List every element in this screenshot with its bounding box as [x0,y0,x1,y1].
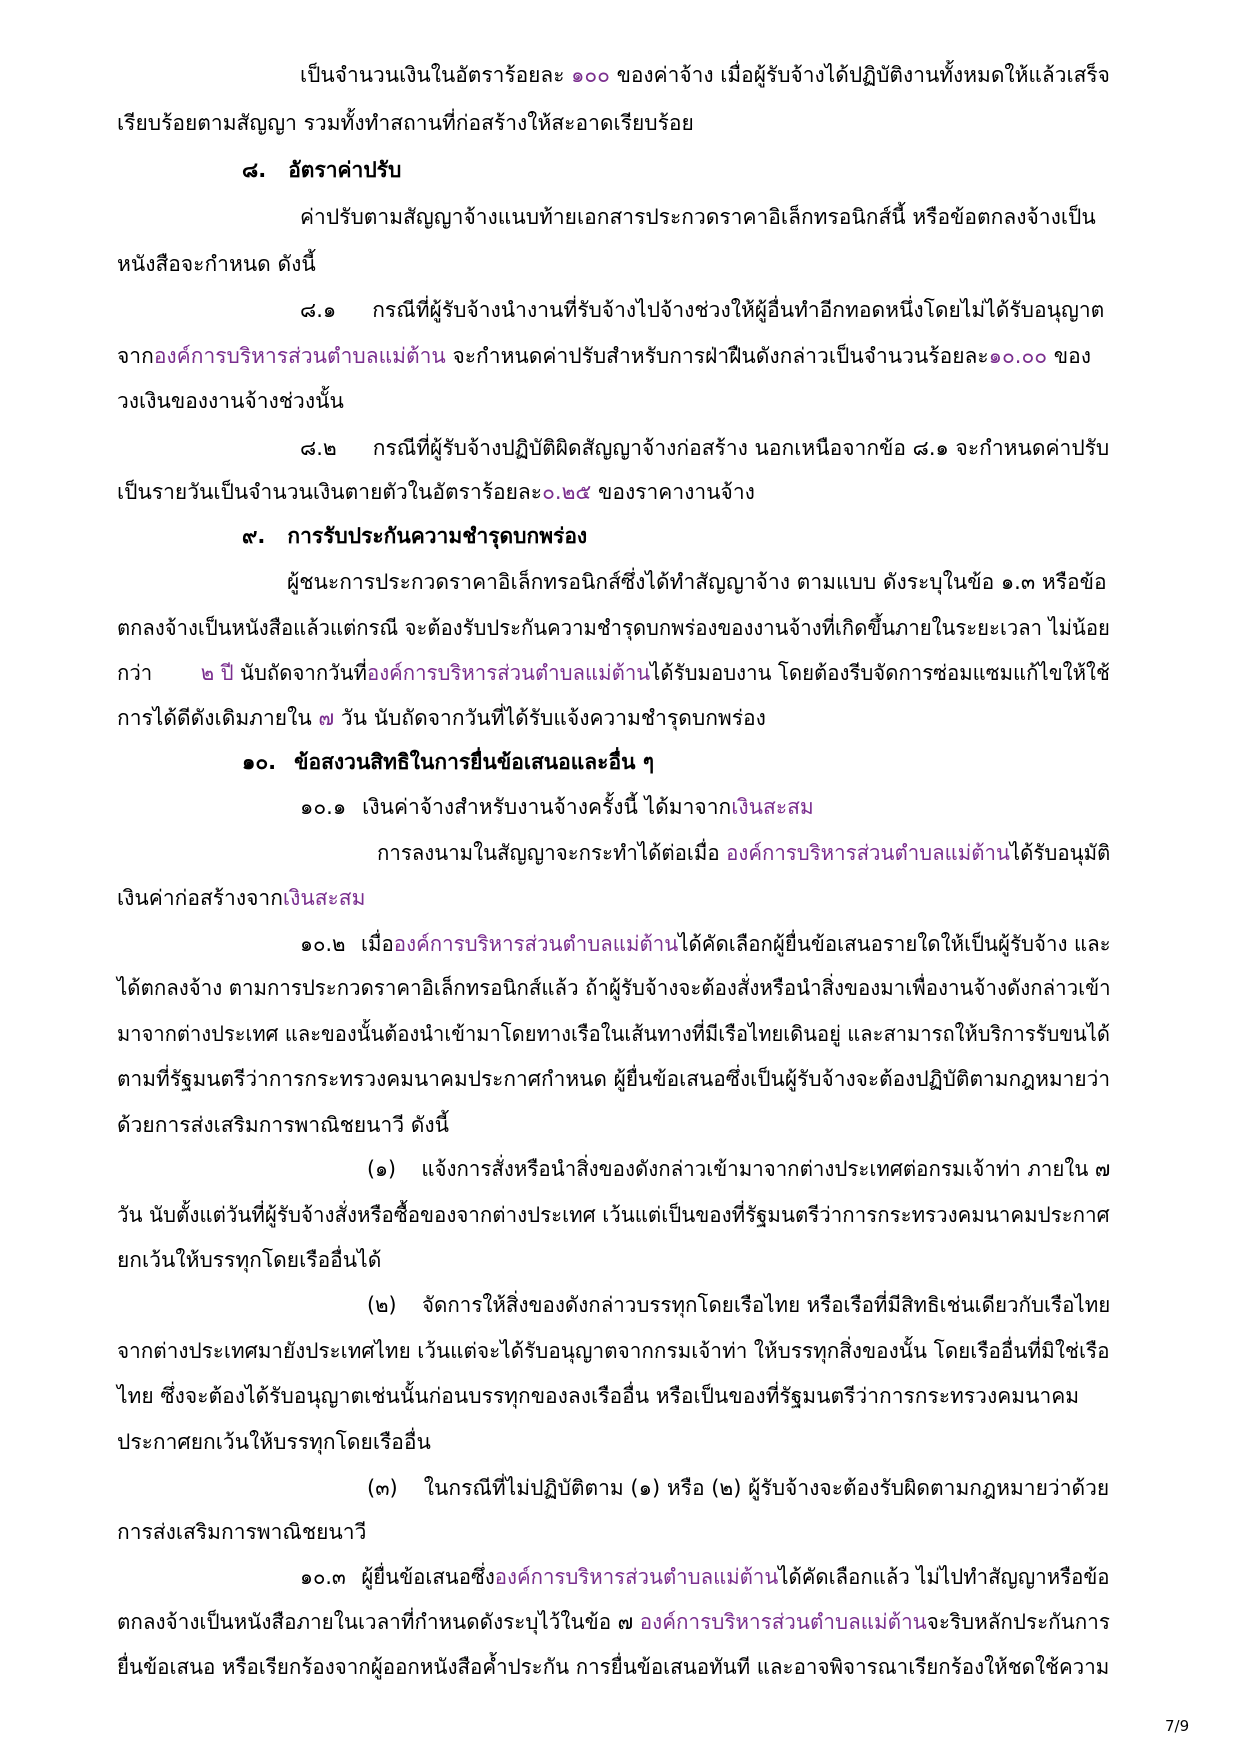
text-line: เงินค่าก่อสร้างจากเงินสะสม [117,886,366,910]
text-line: ยกเว้นให้บรรทุกโดยเรืออื่นได้ [117,1248,382,1272]
text-line: กว่า ๒ ปี นับถัดจากวันที่องค์การบริหารส่วนตำบลแม่ต้านได้รับมอบงาน โดยต้องรีบจัดการซ่อมแซมแก้ไขให้ใช้ [117,661,1110,685]
text-line: ค่าปรับตามสัญญาจ้างแนบท้ายเอกสารประกวดราคาอิเล็กทรอนิกส์นี้ หรือข้อตกลงจ้างเป็น [300,205,1096,229]
text-line: ประกาศยกเว้นให้บรรทุกโดยเรืออื่น [117,1430,431,1454]
text-line: การลงนามในสัญญาจะกระทำได้ต่อเมื่อ องค์การบริหารส่วนตำบลแม่ต้านได้รับอนุมัติ [377,841,1111,865]
section-heading: ๑๐. ข้อสงวนสิทธิในการยื่นข้อเสนอและอื่น ๆ [242,750,655,774]
sub-clause-line: (๒) จัดการให้สิ่งของดังกล่าวบรรทุกโดยเรือไทย หรือเรือที่มีสิทธิเช่นเดียวกับเรือไทย [367,1293,1111,1317]
section-heading: ๙. การรับประกันความชำรุดบกพร่อง [242,524,588,548]
text-line: ด้วยการส่งเสริมการพาณิชยนาวี ดังนี้ [117,1113,450,1137]
section-heading: ๘. อัตราค่าปรับ [242,158,402,182]
page-number: 7/9 [1165,1717,1190,1735]
text-line: วัน นับตั้งแต่วันที่ผู้รับจ้างสั่งหรือซื้อของจากต่างประเทศ เว้นแต่เป็นของที่รัฐมนตรีว่าการกระทรวงคมนาคมประกาศ [117,1203,1110,1227]
sub-clause-line: (๑) แจ้งการสั่งหรือนำสิ่งของดังกล่าวเข้ามาจากต่างประเทศต่อกรมเจ้าท่า ภายใน ๗ [367,1157,1111,1181]
text-line: ผู้ชนะการประกวดราคาอิเล็กทรอนิกส์ซึ่งได้ทำสัญญาจ้าง ตามแบบ ดังระบุในข้อ ๑.๓ หรือข้อ [287,570,1107,594]
clause-line: ๑๐.๑ เงินค่าจ้างสำหรับงานจ้างครั้งนี้ ได้มาจากเงินสะสม [300,795,814,819]
text-line: การได้ดีดังเดิมภายใน ๗ วัน นับถัดจากวันที่ได้รับแจ้งความชำรุดบกพร่อง [117,706,766,730]
text-line: จากองค์การบริหารส่วนตำบลแม่ต้าน จะกำหนดค่าปรับสำหรับการฝ่าฝืนดังกล่าวเป็นจำนวนร้อยละ๑๐.๐๐ ของ [117,344,1092,368]
text-line: ตามที่รัฐมนตรีว่าการกระทรวงคมนาคมประกาศกำหนด ผู้ยื่นข้อเสนอซึ่งเป็นผู้รับจ้างจะต้องปฏิบัติตามกฎหมายว่า [117,1067,1111,1091]
text-line: วงเงินของงานจ้างช่วงนั้น [117,389,344,413]
clause-line: ๑๐.๒ เมื่อองค์การบริหารส่วนตำบลแม่ต้านได้คัดเลือกผู้ยื่นข้อเสนอรายใดให้เป็นผู้รับจ้าง และ [300,932,1111,956]
clause-line: ๘.๒ กรณีที่ผู้รับจ้างปฏิบัติผิดสัญญาจ้างก่อสร้าง นอกเหนือจากข้อ ๘.๑ จะกำหนดค่าปรับ [300,436,1110,460]
clause-line: ๘.๑ กรณีที่ผู้รับจ้างนำงานที่รับจ้างไปจ้างช่วงให้ผู้อื่นทำอีกทอดหนึ่งโดยไม่ได้รับอนุญาต [300,298,1105,322]
clause-line: ๑๐.๓ ผู้ยื่นข้อเสนอซึ่งองค์การบริหารส่วนตำบลแม่ต้านได้คัดเลือกแล้ว ไม่ไปทำสัญญาหรือข้อ [300,1565,1110,1589]
text-line: หนังสือจะกำหนด ดังนี้ [117,252,316,276]
text-line: ไทย ซึ่งจะต้องได้รับอนุญาตเช่นนั้นก่อนบรรทุกของลงเรืออื่น หรือเป็นของที่รัฐมนตรีว่าการกระทรวงคมนาคม [117,1384,1080,1408]
text-line: มาจากต่างประเทศ และของนั้นต้องนำเข้ามาโดยทางเรือในเส้นทางที่มีเรือไทยเดินอยู่ และสามารถให้บริการรับขนได้ [117,1022,1111,1046]
text-line: ตกลงจ้างเป็นหนังสือภายในเวลาที่กำหนดดังระบุไว้ในข้อ ๗ องค์การบริหารส่วนตำบลแม่ต้านจะริบหลักประกันการ [117,1610,1110,1634]
text-line: เป็นจำนวนเงินในอัตราร้อยละ ๑๐๐ ของค่าจ้าง เมื่อผู้รับจ้างได้ปฏิบัติงานทั้งหมดให้แล้วเสร็จ [300,63,1110,87]
text-line: ยื่นข้อเสนอ หรือเรียกร้องจากผู้ออกหนังสือค้ำประกัน การยื่นข้อเสนอทันที และอาจพิจารณาเรียกร้องให้ชดใช้ความ [117,1655,1110,1679]
text-line: จากต่างประเทศมายังประเทศไทย เว้นแต่จะได้รับอนุญาตจากกรมเจ้าท่า ให้บรรทุกสิ่งของนั้น โดยเรืออื่นที่มิใช่เรือ [117,1339,1110,1363]
text-line: การส่งเสริมการพาณิชยนาวี [117,1520,367,1544]
text-line: ได้ตกลงจ้าง ตามการประกวดราคาอิเล็กทรอนิกส์แล้ว ถ้าผู้รับจ้างจะต้องสั่งหรือนำสิ่งของมาเพื่องานจ้างดังกล่าวเข้า [117,976,1111,1000]
sub-clause-line: (๓) ในกรณีที่ไม่ปฏิบัติตาม (๑) หรือ (๒) ผู้รับจ้างจะต้องรับผิดตามกฎหมายว่าด้วย [367,1476,1110,1500]
text-line: เป็นรายวันเป็นจำนวนเงินตายตัวในอัตราร้อยละ๐.๒๕ ของราคางานจ้าง [117,480,755,504]
text-line: เรียบร้อยตามสัญญา รวมทั้งทำสถานที่ก่อสร้างให้สะอาดเรียบร้อย [117,111,694,135]
text-line: ตกลงจ้างเป็นหนังสือแล้วแต่กรณี จะต้องรับประกันความชำรุดบกพร่องของงานจ้างที่เกิดขึ้นภายในระยะเวลา ไม่น้อย [117,616,1110,640]
